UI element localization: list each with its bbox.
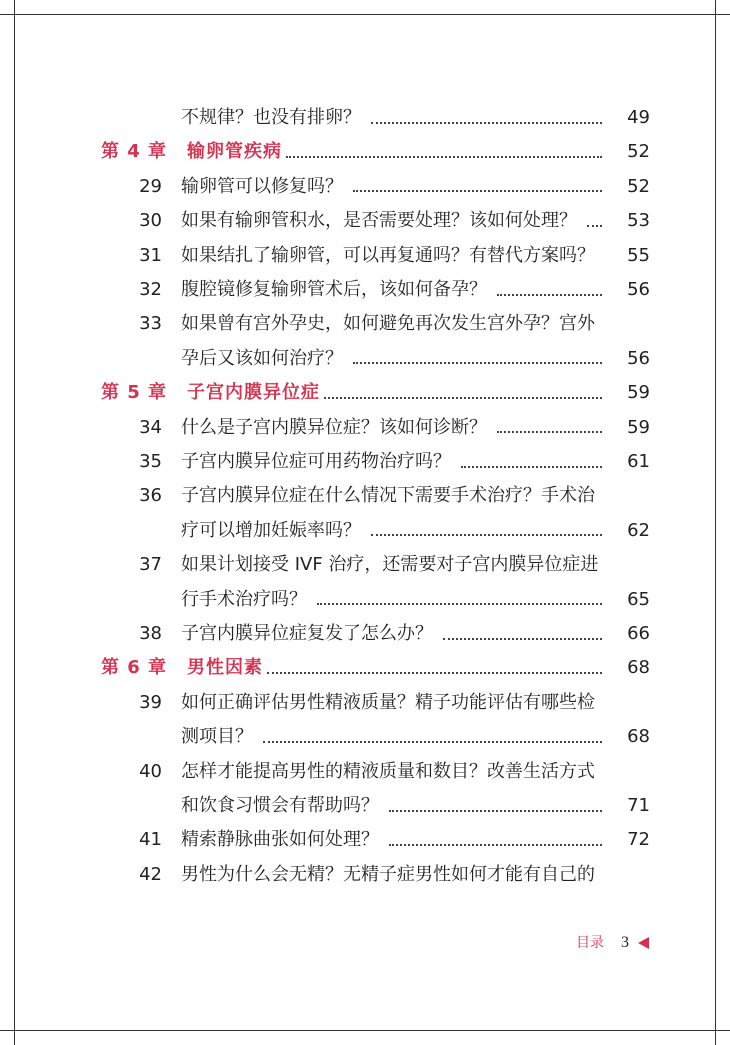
toc-entry-row[interactable] xyxy=(0,101,730,135)
toc-entry-row[interactable] xyxy=(0,823,730,857)
entry-title: 输卵管可以修复吗？ xyxy=(181,175,343,197)
entry-number: 36 xyxy=(139,485,162,507)
dot-leader xyxy=(286,155,602,158)
toc-entry-row[interactable] xyxy=(0,273,730,307)
page-number: 72 xyxy=(627,829,650,851)
toc-entry-row[interactable] xyxy=(0,479,730,513)
entry-line xyxy=(181,273,608,307)
entry-title: 如果结扎了输卵管，可以再复通吗？有替代方案吗？ xyxy=(181,244,595,266)
entry-number: 38 xyxy=(139,623,162,644)
entry-title: 如果有输卵管积水，是否需要处理？该如何处理？ xyxy=(181,210,577,232)
toc-entry-row[interactable] xyxy=(0,720,730,754)
page-number: 53 xyxy=(627,210,650,232)
entry-line xyxy=(181,479,630,513)
page-number: 61 xyxy=(627,451,650,472)
toc-entry-row[interactable] xyxy=(0,239,730,273)
dot-leader xyxy=(317,602,602,605)
entry-line xyxy=(181,617,608,651)
toc-entry-row[interactable] xyxy=(0,789,730,823)
entry-number: 42 xyxy=(139,863,162,885)
dot-leader xyxy=(389,809,602,812)
dot-leader xyxy=(353,189,602,192)
entry-line xyxy=(181,686,630,720)
entry-number: 33 xyxy=(139,313,162,335)
entry-line xyxy=(181,307,630,341)
entry-line xyxy=(181,411,608,445)
page-number: 49 xyxy=(627,107,650,128)
page-footer xyxy=(560,930,660,956)
toc-entry-row[interactable] xyxy=(0,686,730,720)
dot-leader xyxy=(497,430,602,433)
entry-number: 30 xyxy=(139,210,162,232)
chapter-title: 输卵管疾病 xyxy=(187,141,282,163)
toc-entry-row[interactable] xyxy=(0,755,730,789)
entry-number: 32 xyxy=(139,279,162,300)
entry-line xyxy=(181,204,608,238)
page-number: 62 xyxy=(627,519,650,541)
entry-title: 和饮食习惯会有帮助吗？ xyxy=(181,795,379,816)
chapter-number: 第 4 章 xyxy=(101,141,168,163)
entry-title: 子宫内膜异位症复发了怎么办？ xyxy=(181,623,433,644)
triangle-left-icon xyxy=(638,937,649,949)
entry-line xyxy=(181,170,608,204)
dot-leader xyxy=(497,293,602,296)
chapter-number: 第 5 章 xyxy=(101,382,168,404)
toc-chapter-row[interactable] xyxy=(0,135,730,169)
page-number: 56 xyxy=(627,347,650,369)
toc-entry-row[interactable] xyxy=(0,548,730,582)
chapter-title: 男性因素 xyxy=(187,657,263,679)
entry-title: 什么是子宫内膜异位症？该如何诊断？ xyxy=(181,416,487,438)
entry-title: 怎样才能提高男性的精液质量和数目？改善生活方式 xyxy=(181,760,595,782)
dot-leader xyxy=(263,740,602,743)
entry-line xyxy=(181,823,608,857)
chapter-title: 子宫内膜异位症 xyxy=(187,382,320,404)
entry-title: 如何正确评估男性精液质量？精子功能评估有哪些检 xyxy=(181,691,595,713)
entry-line xyxy=(181,445,608,479)
toc-entry-row[interactable] xyxy=(0,617,730,651)
entry-title: 精索静脉曲张如何处理？ xyxy=(181,829,379,851)
toc-entry-row[interactable] xyxy=(0,583,730,617)
dot-leader xyxy=(389,843,602,846)
entry-number: 29 xyxy=(139,175,162,197)
dot-leader xyxy=(587,224,602,227)
page-number: 52 xyxy=(627,141,650,163)
page-number: 65 xyxy=(627,588,650,610)
toc-entry-row[interactable] xyxy=(0,514,730,548)
entry-number: 35 xyxy=(139,451,162,472)
dot-leader xyxy=(461,465,602,468)
toc-chapter-row[interactable] xyxy=(0,651,730,685)
toc-entry-row[interactable] xyxy=(0,858,730,892)
entry-title: 不规律？也没有排卵？ xyxy=(181,107,361,128)
entry-line xyxy=(181,101,608,135)
entry-number: 37 xyxy=(139,554,162,576)
entry-title: 如果曾有宫外孕史，如何避免再次发生宫外孕？宫外 xyxy=(181,313,595,335)
entry-title: 测项目？ xyxy=(181,726,253,748)
entry-line xyxy=(181,514,608,548)
entry-line xyxy=(181,858,630,892)
dot-leader xyxy=(324,396,602,399)
entry-title: 行手术治疗吗？ xyxy=(181,588,307,610)
toc-entry-row[interactable] xyxy=(0,204,730,238)
entry-title: 腹腔镜修复输卵管术后，该如何备孕？ xyxy=(181,279,487,300)
entry-line xyxy=(181,239,608,273)
entry-line xyxy=(181,548,630,582)
entry-title: 疗可以增加妊娠率吗？ xyxy=(181,519,361,541)
dot-leader xyxy=(371,121,602,124)
page-number: 71 xyxy=(627,795,650,816)
footer-page-number: 3 xyxy=(621,934,629,951)
page-number: 55 xyxy=(627,244,650,266)
entry-line xyxy=(181,720,608,754)
entry-number: 31 xyxy=(139,244,162,266)
dot-leader xyxy=(353,361,602,364)
entry-title: 如果计划接受 IVF 治疗，还需要对子宫内膜异位症进 xyxy=(181,554,599,576)
page-number: 68 xyxy=(627,726,650,748)
entry-title: 子宫内膜异位症在什么情况下需要手术治疗？手术治 xyxy=(181,485,595,507)
dot-leader xyxy=(371,533,602,536)
toc-entry-row[interactable] xyxy=(0,307,730,341)
entry-line xyxy=(181,583,608,617)
entry-number: 34 xyxy=(139,416,162,438)
page-number: 59 xyxy=(627,416,650,438)
entry-line xyxy=(181,789,608,823)
page-number: 59 xyxy=(627,382,650,404)
entry-number: 40 xyxy=(139,760,162,782)
page-number: 52 xyxy=(627,175,650,197)
entry-number: 41 xyxy=(139,829,162,851)
entry-line xyxy=(181,342,608,376)
entry-number: 39 xyxy=(139,691,162,713)
page-number: 68 xyxy=(627,657,650,679)
toc-entry-row[interactable] xyxy=(0,170,730,204)
entry-line xyxy=(181,755,630,789)
entry-title: 男性为什么会无精？无精子症男性如何才能有自己的 xyxy=(181,863,595,885)
dot-leader xyxy=(267,671,602,674)
entry-title: 子宫内膜异位症可用药物治疗吗？ xyxy=(181,451,451,472)
entry-title: 孕后又该如何治疗？ xyxy=(181,347,343,369)
page-number: 56 xyxy=(627,279,650,300)
toc-entry-row[interactable] xyxy=(0,411,730,445)
toc-entry-row[interactable] xyxy=(0,445,730,479)
footer-section-label: 目录 xyxy=(576,935,604,951)
entry-line xyxy=(187,135,608,169)
page-number: 66 xyxy=(627,623,650,644)
toc-entry-row[interactable] xyxy=(0,342,730,376)
dot-leader xyxy=(443,637,602,640)
entry-line xyxy=(187,376,608,410)
toc-chapter-row[interactable] xyxy=(0,376,730,410)
chapter-number: 第 6 章 xyxy=(101,657,168,679)
entry-line xyxy=(187,651,608,685)
